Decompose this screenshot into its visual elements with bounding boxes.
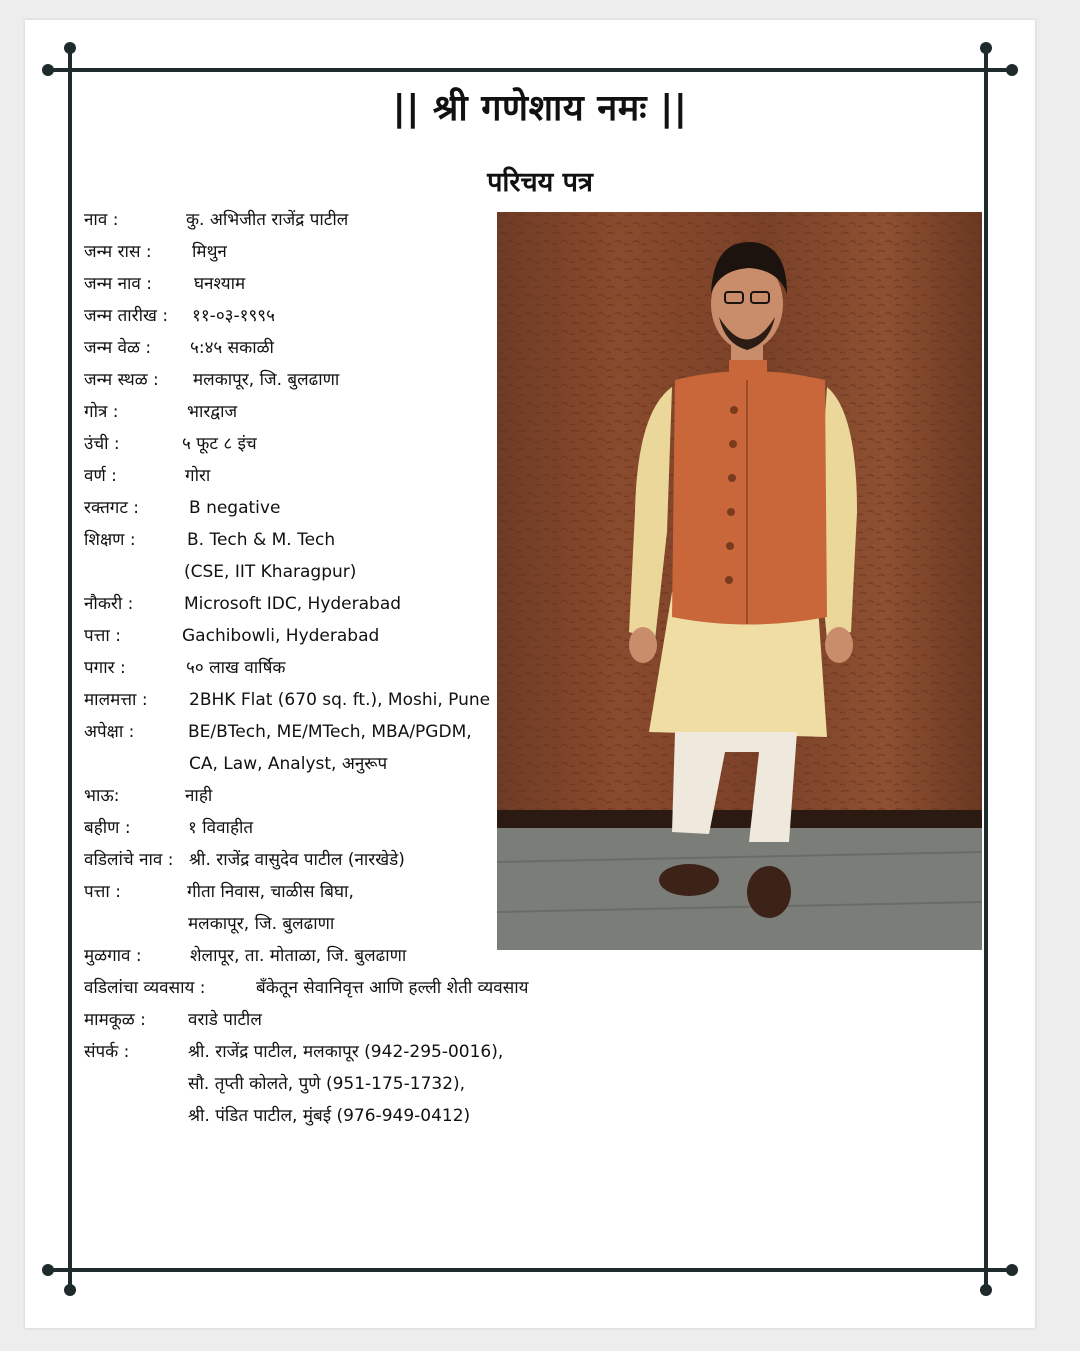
field-label: वडिलांचा व्यवसाय : [84, 978, 206, 998]
field-value-continuation: CA, Law, Analyst, अनुरूप [189, 754, 388, 774]
field-salary [84, 653, 286, 683]
field-label: जन्म नाव : [84, 274, 153, 294]
person-photo-icon [497, 212, 982, 950]
field-label: उंची : [84, 434, 120, 454]
field-value: शेलापूर, ता. मोताळा, जि. बुलढाणा [190, 946, 407, 966]
field-label: वर्ण : [84, 466, 117, 486]
field-value-continuation: (CSE, IIT Kharagpur) [184, 562, 357, 582]
field-label: मालमत्ता : [84, 690, 148, 710]
field-value: गोरा [185, 466, 211, 486]
field-label: पत्ता : [84, 626, 121, 646]
field-label: बहीण : [84, 818, 131, 838]
field-label: जन्म तारीख : [84, 306, 169, 326]
field-property [84, 685, 491, 715]
field-maternal-family [84, 1005, 262, 1035]
field-label: भाऊ: [84, 786, 120, 806]
field-birth-place [84, 365, 340, 395]
field-expectations [84, 717, 472, 747]
field-value: गीता निवास, चाळीस बिघा, [187, 882, 354, 902]
field-label: पत्ता : [84, 882, 121, 902]
field-height [84, 429, 257, 459]
field-job [84, 589, 402, 619]
field-value-continuation: मलकापूर, जि. बुलढाणा [188, 914, 335, 934]
field-birth-date [84, 301, 275, 331]
field-label: जन्म रास : [84, 242, 152, 262]
field-value: भारद्वाज [187, 402, 238, 422]
field-value: B. Tech & M. Tech [187, 530, 336, 550]
field-value: १ विवाहीत [188, 818, 254, 838]
field-label: गोत्र : [84, 402, 119, 422]
field-label: मामकूळ : [84, 1010, 146, 1030]
field-label: शिक्षण : [84, 530, 136, 550]
field-work-address [84, 621, 380, 651]
field-complexion [84, 461, 211, 491]
field-value: BE/BTech, ME/MTech, MBA/PGDM, [188, 722, 472, 742]
field-label: अपेक्षा : [84, 722, 135, 742]
field-sister [84, 813, 254, 843]
field-label: नौकरी : [84, 594, 134, 614]
field-value: वराडे पाटील [188, 1010, 262, 1030]
field-value: श्री. राजेंद्र वासुदेव पाटील (नारखेडे) [189, 850, 405, 870]
field-value: बँकेतून सेवानिवृत्त आणि हल्ली शेती व्यवसाय [256, 978, 529, 998]
field-value: घनश्याम [194, 274, 246, 294]
field-value: श्री. राजेंद्र पाटील, मलकापूर (942-295-0016), [188, 1042, 504, 1062]
field-value: ५ फूट ८ इंच [182, 434, 257, 454]
field-brother [84, 781, 213, 811]
field-name [84, 205, 349, 235]
field-value-continuation: सौ. तृप्ती कोलते, पुणे (951-175-1732), [188, 1074, 466, 1094]
field-label: जन्म वेळ : [84, 338, 152, 358]
field-blood-group [84, 493, 281, 523]
field-label: जन्म स्थळ : [84, 370, 159, 390]
field-birth-name [84, 269, 246, 299]
field-value: ५:४५ सकाळी [190, 338, 274, 358]
field-value: मलकापूर, जि. बुलढाणा [193, 370, 340, 390]
field-home-address [84, 877, 354, 907]
field-label: मुळगाव : [84, 946, 142, 966]
field-birth-sign [84, 237, 227, 267]
field-native-place [84, 941, 407, 971]
field-contact [84, 1037, 504, 1067]
field-value: B negative [189, 498, 281, 518]
field-label: वडिलांचे नाव : [84, 850, 174, 870]
field-value: 2BHK Flat (670 sq. ft.), Moshi, Pune [189, 690, 491, 710]
field-value: मिथुन [192, 242, 227, 262]
field-value: कु. अभिजीत राजेंद्र पाटील [186, 210, 349, 230]
field-value: ५० लाख वार्षिक [186, 658, 286, 678]
field-value: ११-०३-१९९५ [192, 306, 275, 326]
field-value: नाही [185, 786, 213, 806]
portrait-photo [497, 212, 982, 950]
field-value-continuation: श्री. पंडित पाटील, मुंबई (976-949-0412) [188, 1106, 471, 1126]
field-gotra [84, 397, 238, 427]
field-label: संपर्क : [84, 1042, 130, 1062]
field-father-name [84, 845, 405, 875]
field-label: रक्तगट : [84, 498, 140, 518]
document-title: परिचय पत्र [487, 167, 593, 198]
field-father-occupation [84, 973, 529, 1003]
field-value: Microsoft IDC, Hyderabad [184, 594, 402, 614]
field-value: Gachibowli, Hyderabad [182, 626, 380, 646]
field-birth-time [84, 333, 274, 363]
invocation-heading: || श्री गणेशाय नमः || [392, 88, 688, 129]
field-education [84, 525, 336, 555]
field-label: पगार : [84, 658, 126, 678]
field-label: नाव : [84, 210, 119, 230]
